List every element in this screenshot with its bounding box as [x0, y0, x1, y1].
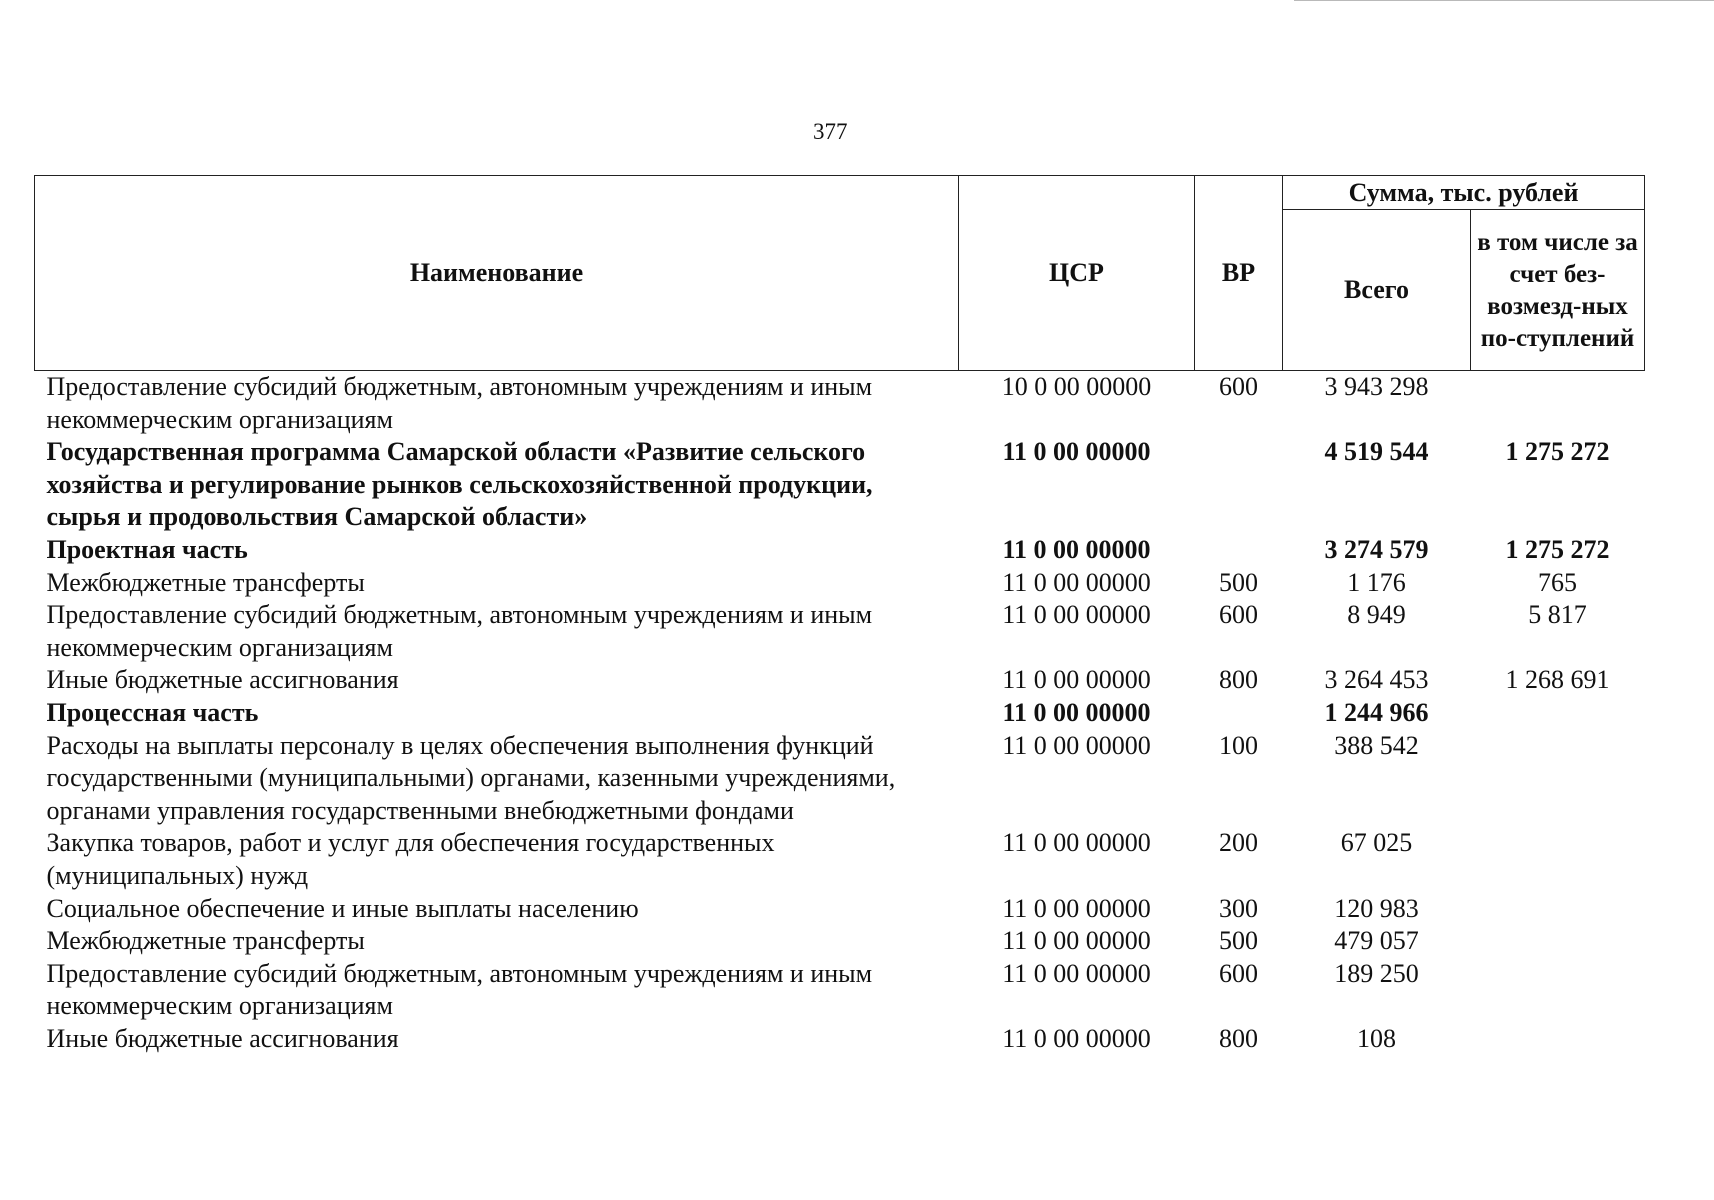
row-total: 3 264 453 — [1324, 665, 1429, 695]
header-name: Наименование — [35, 176, 959, 371]
table-row — [35, 827, 1645, 892]
row-free: 5 817 — [1528, 600, 1587, 630]
table-row — [35, 436, 1645, 534]
row-name: Предоставление субсидий бюджетным, автономным учреждениям и иным некоммерческим организациям — [46, 372, 873, 434]
table-row — [35, 371, 1645, 437]
row-total: 1 176 — [1347, 567, 1406, 597]
row-free — [1471, 827, 1645, 892]
row-name: Межбюджетные трансферты — [46, 567, 365, 597]
row-free — [1471, 371, 1645, 437]
row-name: Межбюджетные трансферты — [46, 926, 365, 956]
row-vr — [1195, 697, 1283, 730]
row-csr: 10 0 00 00000 — [1001, 372, 1152, 401]
row-vr: 100 — [1219, 730, 1258, 760]
row-csr: 11 0 00 00000 — [1002, 665, 1151, 695]
budget-table — [34, 175, 1645, 1055]
table-header — [35, 176, 1645, 371]
row-total: 8 949 — [1347, 600, 1406, 630]
row-csr: 11 0 00 00000 — [1002, 1023, 1151, 1053]
row-total: 67 025 — [1340, 828, 1413, 858]
header-total: Всего — [1283, 210, 1471, 371]
row-total: 4 519 544 — [1324, 437, 1429, 467]
row-free — [1471, 893, 1645, 926]
row-vr: 500 — [1219, 926, 1258, 956]
row-vr — [1195, 436, 1283, 534]
row-name: Предоставление субсидий бюджетным, автономным учреждениям и иным некоммерческим организациям — [46, 600, 873, 662]
row-name: Расходы на выплаты персоналу в целях обеспечения выполнения функций государственными (муниципальными) органами, казенными учреждениями, органами управления государственными внебюджетными фондами — [46, 730, 896, 825]
row-vr — [1195, 534, 1283, 567]
row-total: 120 983 — [1334, 893, 1419, 923]
row-free — [1471, 958, 1645, 1023]
header-vr: ВР — [1195, 176, 1283, 371]
row-csr: 11 0 00 00000 — [1002, 958, 1151, 988]
row-free: 1 275 272 — [1505, 437, 1610, 467]
table-row — [35, 697, 1645, 730]
row-csr: 11 0 00 00000 — [1002, 697, 1151, 727]
row-vr: 500 — [1219, 567, 1258, 597]
row-csr: 11 0 00 00000 — [1002, 534, 1151, 564]
table-row — [35, 893, 1645, 926]
row-vr: 600 — [1219, 958, 1258, 988]
row-csr: 11 0 00 00000 — [1002, 828, 1151, 858]
row-total: 3 274 579 — [1324, 534, 1429, 564]
row-total: 1 244 966 — [1324, 697, 1429, 727]
table-row — [35, 534, 1645, 567]
row-free — [1471, 730, 1645, 828]
row-name: Закупка товаров, работ и услуг для обеспечения государственных (муниципальных) нужд — [46, 828, 775, 890]
row-name: Иные бюджетные ассигнования — [46, 665, 399, 695]
row-vr: 600 — [1219, 600, 1258, 630]
row-total: 3 943 298 — [1324, 372, 1429, 401]
row-vr: 800 — [1219, 665, 1258, 695]
row-name: Социальное обеспечение и иные выплаты населению — [46, 893, 639, 923]
row-free: 1 268 691 — [1505, 665, 1610, 695]
row-csr: 11 0 00 00000 — [1002, 893, 1151, 923]
row-free — [1471, 925, 1645, 958]
table-row — [35, 567, 1645, 600]
row-free — [1471, 697, 1645, 730]
table-row — [35, 925, 1645, 958]
row-total: 388 542 — [1334, 730, 1419, 760]
table-body — [35, 371, 1645, 1056]
row-free: 765 — [1538, 567, 1577, 597]
row-name: Предоставление субсидий бюджетным, автономным учреждениям и иным некоммерческим организациям — [46, 958, 873, 1021]
row-name: Иные бюджетные ассигнования — [46, 1023, 399, 1053]
row-csr: 11 0 00 00000 — [1002, 567, 1151, 597]
row-vr: 200 — [1219, 828, 1258, 858]
row-csr: 11 0 00 00000 — [1002, 926, 1151, 956]
table-row — [35, 730, 1645, 828]
header-csr: ЦСР — [959, 176, 1195, 371]
row-vr: 300 — [1219, 893, 1258, 923]
row-csr: 11 0 00 00000 — [1002, 600, 1151, 630]
header-sum-group: Сумма, тыс. рублей — [1283, 176, 1645, 210]
row-name: Проектная часть — [46, 534, 248, 564]
table-row — [35, 664, 1645, 697]
row-vr: 600 — [1219, 372, 1258, 401]
row-total: 108 — [1357, 1023, 1396, 1053]
row-name: Процессная часть — [46, 697, 259, 727]
row-vr: 800 — [1219, 1023, 1258, 1053]
row-total: 189 250 — [1334, 958, 1419, 988]
table-row — [35, 599, 1645, 664]
table-row — [35, 1023, 1645, 1056]
row-total: 479 057 — [1334, 926, 1419, 956]
row-csr: 11 0 00 00000 — [1002, 437, 1151, 467]
row-name: Государственная программа Самарской области «Развитие сельского хозяйства и регулирование рынков сельскохозяйственной продукции, сырья и продовольствия Самарской области» — [46, 437, 873, 532]
row-csr: 11 0 00 00000 — [1002, 730, 1151, 760]
header-free-receipts: в том числе за счет без-возмезд-ных по-ступлений — [1471, 210, 1645, 371]
table-row — [35, 958, 1645, 1023]
row-free — [1471, 1023, 1645, 1056]
row-free: 1 275 272 — [1505, 534, 1610, 564]
page-number: 377 — [813, 119, 848, 144]
scan-edge-line — [1294, 0, 1714, 1]
